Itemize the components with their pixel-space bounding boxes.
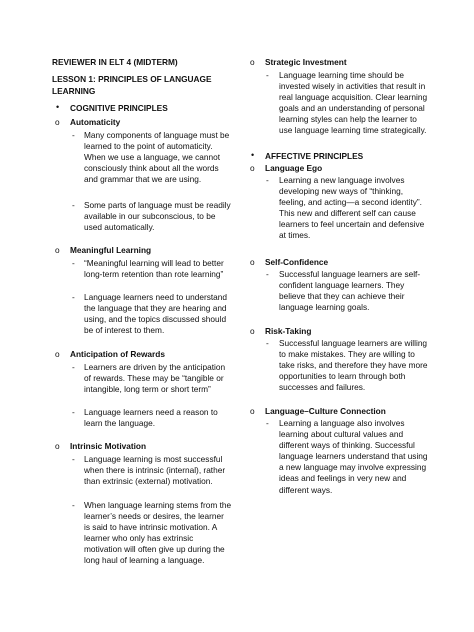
dash-marker: - [72, 258, 75, 268]
text-line: Learning a language also involves [279, 418, 405, 428]
text-line: than extrinsic (external) motivation. [84, 476, 213, 487]
circle-marker: o [250, 257, 255, 267]
dash-marker: - [266, 175, 269, 185]
text-line: When language learning stems from the [84, 500, 232, 510]
text-line: using, and the topics discussed should [84, 314, 227, 325]
circle-marker: o [250, 406, 255, 416]
paragraph-ego-1 [279, 175, 424, 242]
text-line: Some parts of language must be readily [84, 200, 231, 210]
paragraph-culture-1 [279, 418, 428, 496]
text-line: Successful language learners are self- [279, 269, 421, 279]
paragraph-rewards-2 [84, 407, 218, 429]
dash-marker: - [72, 407, 75, 417]
circle-marker: o [250, 326, 255, 336]
text-line: feeling, and acting—a second identity”. [279, 197, 422, 208]
text-line: language learners understand that using [279, 451, 428, 462]
topic-title-anticipation-of-rewards: Anticipation of Rewards [70, 349, 165, 359]
bullet-marker: • [251, 150, 255, 160]
text-line: different ways of thinking. Successful [279, 440, 415, 451]
text-line: Language learning time should be [279, 70, 405, 80]
text-line: goals and an understanding of personal [279, 103, 425, 114]
dash-marker: - [266, 70, 269, 80]
topic-title-language-culture-connection: Language–Culture Connection [265, 406, 386, 416]
paragraph-automaticity-1 [84, 130, 229, 185]
bullet-marker: • [56, 102, 60, 112]
paragraph-risk-1 [279, 338, 428, 393]
dash-marker: - [266, 269, 269, 279]
dash-marker: - [266, 338, 269, 348]
text-line: used automatically. [84, 222, 155, 233]
text-line: and grammar that we are using. [84, 174, 202, 185]
text-line: Language learners need to understand [84, 292, 228, 302]
topic-title-risk-taking: Risk-Taking [265, 326, 312, 336]
text-line: opportunities to learn through both [279, 371, 406, 382]
paragraph-automaticity-2 [84, 200, 231, 233]
circle-marker: o [55, 117, 60, 127]
section-heading-cognitive: COGNITIVE PRINCIPLES [70, 103, 168, 113]
text-line: invested wisely in activities that result in [279, 81, 426, 92]
text-line: at times. [279, 230, 311, 241]
text-line: believe that they can achieve their [279, 291, 405, 302]
text-line: long-term retention than rote learning” [84, 269, 224, 280]
circle-marker: o [55, 349, 60, 359]
text-line: This new and different self can cause [279, 208, 416, 219]
paragraph-meaningful-1 [84, 258, 224, 280]
lesson-title-line-1: LESSON 1: PRINCIPLES OF LANGUAGE [52, 74, 212, 84]
topic-title-automaticity: Automaticity [70, 117, 121, 127]
dash-marker: - [72, 292, 75, 302]
text-line: use language learning time strategically. [279, 125, 427, 136]
text-line: Language learners need a reason to [84, 407, 218, 417]
text-line: Learning a new language involves [279, 175, 405, 185]
lesson-title-line-2: LEARNING [52, 86, 96, 96]
text-line: Successful language learners are willing [279, 338, 428, 348]
text-line: learned to the point of automaticity. [84, 141, 213, 152]
text-line: learning styles can help the learner to [279, 114, 417, 125]
text-line: different ways. [279, 484, 333, 495]
text-line: Many components of language must be [84, 130, 230, 140]
dash-marker: - [72, 200, 75, 210]
text-line: learner who only has extrinsic [84, 533, 194, 544]
text-line: of rewards. These may be “tangible or [84, 373, 224, 384]
text-line: Learners are driven by the anticipation [84, 362, 226, 372]
topic-title-meaningful-learning: Meaningful Learning [70, 245, 152, 255]
circle-marker: o [55, 245, 60, 255]
text-line: available in our subconscious, to be [84, 211, 216, 222]
paragraph-rewards-1 [84, 362, 225, 395]
topic-title-self-confidence: Self-Confidence [265, 257, 329, 267]
dash-marker: - [266, 418, 269, 428]
dash-marker: - [72, 500, 75, 510]
circle-marker: o [55, 441, 60, 451]
text-line: ideas and feelings in very new and [279, 473, 407, 484]
dash-marker: - [72, 130, 75, 140]
topic-title-intrinsic-motivation: Intrinsic Motivation [70, 441, 147, 451]
circle-marker: o [250, 57, 255, 67]
text-line: language learning goals. [279, 302, 370, 313]
circle-marker: o [250, 163, 255, 173]
text-line: a new language may involve expressing [279, 462, 427, 473]
document-title: REVIEWER IN ELT 4 (MIDTERM) [52, 57, 178, 67]
topic-title-strategic-investment: Strategic Investment [265, 57, 347, 67]
text-line: when there is intrinsic (internal), rather [84, 465, 226, 476]
text-line: confident language learners. They [279, 280, 405, 291]
text-line: real language acquisition. Clear learning [279, 92, 428, 103]
text-line: successes and failures. [279, 382, 366, 393]
text-line: When we use a language, we cannot [84, 152, 221, 163]
text-line: long haul of learning a language. [84, 555, 205, 566]
text-line: consciously think about all the words [84, 163, 219, 174]
dash-marker: - [72, 454, 75, 464]
paragraph-meaningful-2 [84, 292, 227, 336]
text-line: take risks, and therefore they have more [279, 360, 428, 371]
text-line: “Meaningful learning will lead to better [84, 258, 224, 268]
paragraph-confidence-1 [279, 269, 420, 313]
text-line: to make mistakes. They are willing to [279, 349, 415, 360]
text-line: Language learning is most successful [84, 454, 223, 464]
text-line: learner’s needs or desires, the learner [84, 511, 224, 522]
dash-marker: - [72, 362, 75, 372]
topic-title-language-ego: Language Ego [265, 163, 323, 173]
text-line: learn the language. [84, 418, 156, 429]
text-line: learning about cultural values and [279, 429, 404, 440]
text-line: is said to have intrinsic motivation. A [84, 522, 218, 533]
paragraph-intrinsic-1 [84, 454, 225, 487]
text-line: the language that they are hearing and [84, 303, 227, 314]
text-line: be of interest to them. [84, 325, 165, 336]
text-line: intangible, long term or short term” [84, 384, 211, 395]
section-heading-affective: AFFECTIVE PRINCIPLES [265, 151, 364, 161]
text-line: developing new ways of “thinking, [279, 186, 404, 197]
paragraph-strategic-1 [279, 70, 427, 137]
text-line: learners to feel uncertain and defensive [279, 219, 425, 230]
paragraph-intrinsic-2 [84, 500, 231, 567]
text-line: motivation will often give up during the [84, 544, 225, 555]
